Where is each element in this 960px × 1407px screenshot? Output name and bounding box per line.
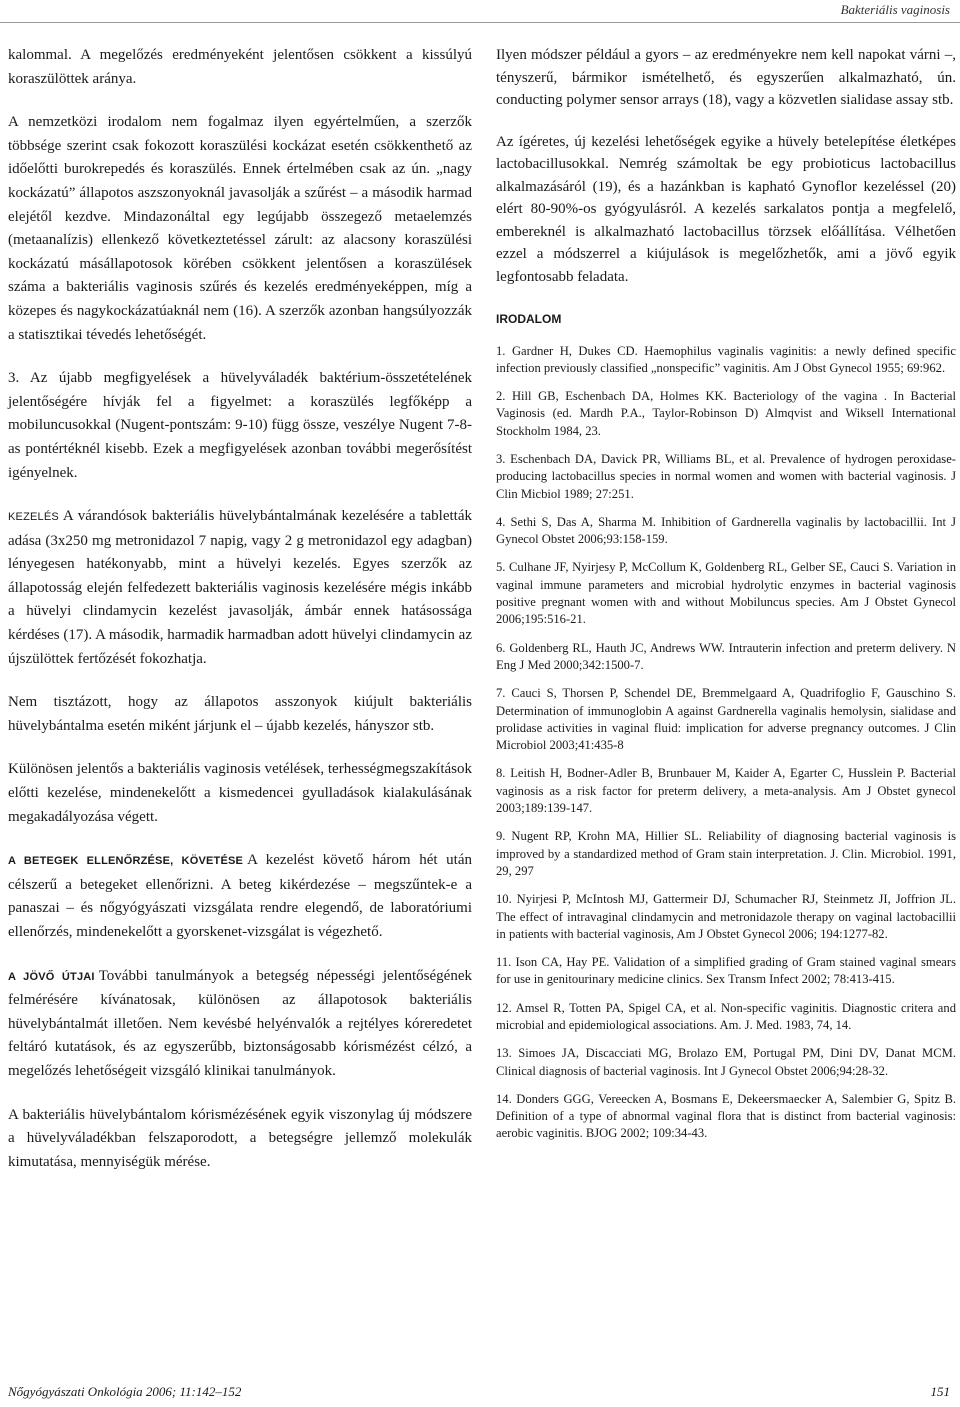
paragraph: Nem tisztázott, hogy az állapotos asszonyok kiújult bakteriális hüvelybántalma esetén miként járjunk el – újabb kezelés, hányszor stb. — [8, 694, 472, 734]
reference-item: 9. Nugent RP, Krohn MA, Hillier SL. Reliability of diagnosing bacterial vaginosis is improved by a standardized method of Gram stain interpretation. J. Clin. Microbiol. 1991, 29, 297 — [496, 829, 956, 878]
reference-item: 4. Sethi S, Das A, Sharma M. Inhibition of Gardnerella vaginalis by lactobacillii. Int J Gynecol Obstet 2006;93:158-159. — [496, 514, 956, 547]
reference-item: 2. Hill GB, Eschenbach DA, Holmes KK. Bacteriology of the vagina . In Bacterial Vaginosis (ed. Mardh P.A., Taylor-Robinson D) Almqvist and Wiksell International Stockholm 1984, 23. — [496, 389, 956, 438]
paragraph-text: A várandósok bakteriális hüvelybántalmának kezelésére a tabletták adása (3x250 mg metronidazol 7 napig, vagy 2 g metronidazol egy adagban) lényegesen hatékonyabb, mint a hüvelyi kezelés. Egyes szerzők az állapotosság elején felfedezett bakteriális vaginosis kezelésére mégis inkább a hüvelyi clindamycin kezelést javasolják, ámbár ennek hatásossága kérdéses (17). A második, harmadik harmadban adott hüvelyi clindamycin az újszülöttek fertőzését fokozhatja. — [8, 508, 472, 667]
section-betegek-ellenorzese — [8, 849, 472, 944]
running-title: Bakteriális vaginosis — [840, 2, 950, 17]
reference-item: 14. Donders GGG, Vereecken A, Bosmans E, Dekeersmaecker A, Salembier G, Spitz B. Definition of a type of abnormal vaginal flora that is distinct from bacterial vaginosis: aerobic vaginitis. BJOG 2002; 109:34-43. — [496, 1091, 956, 1141]
references-heading: IRODALOM — [496, 312, 562, 326]
left-column — [8, 44, 472, 1194]
reference-item: 3. Eschenbach DA, Davick PR, Williams BL, et al. Prevalence of hydrogen peroxidase-producing lactobacillus species in normal women and women with bacterial vaginosis. J Clin Micbiol 1989; 27:251. — [496, 451, 956, 501]
reference-item: 10. Nyirjesi P, McIntosh MJ, Gattermeir DJ, Schumacher RJ, Steinmetz JI, Joffrion JL. The effect of intravaginal clindamycin and metronidazole therapy on vaginal lactobacillii in patients with bacterial vaginosis, Am J Obstet Gynecol 2006; 194:1277-82. — [496, 892, 956, 941]
paragraph: 3. Az újabb megfigyelések a hüvelyváladék baktérium-összetételének jelentőségére hívják fel a figyelmet: a koraszülés legfőképp a mobiluncusokkal (Nugent-pontszám: 9-10) függ össze, veszélye Nugent 7-8-as pontértéknél kisebb. Ezek a megfigyelések azonban további megerősítést igényelnek. — [8, 370, 472, 481]
header-rule — [0, 22, 960, 23]
reference-item: 12. Amsel R, Totten PA, Spigel CA, et al. Non-specific vaginitis. Diagnostic critera and microbial and epidemiological associations. Am. J. Med. 1983, 74, 14. — [496, 1000, 956, 1032]
paragraph-text: A kezelést követő három hét után célszerű a betegeket ellenőrizni. A beteg kikérdezése – megszűntek-e a panaszai – és nőgyógyászati vizsgálata rendre elegendő, de laboratóriumi ellenőrzés, mindenekelőtt a gyorskenet-vizsgálat is végezhető. — [8, 852, 473, 940]
reference-item: 13. Simoes JA, Discacciati MG, Brolazo EM, Portugal PM, Dini DV, Danat MCM. Clinical diagnosis of bacterial vaginosis. Int J Gynecol Obstet 2006;94:28-32. — [496, 1046, 956, 1078]
paragraph: A nemzetközi irodalom nem fogalmaz ilyen egyértelműen, a szerzők többsége szerint csak fokozott koraszülési kockázat esetén csökkenthető az időelőtti burokrepedés és koraszülés. Ennek értelmében csak az ún. „nagy kockázatú” állapotos aszszonyoknál javasolják a szűrést – a második harmad elejétől kezdve. Mindazonáltal egy legújabb összegező metaelemzés (metaanalízis) ellenkező következtetéssel zárult: az alacsony koraszülési kockázatú másállapotosok körében csökkent jelentősen a koraszülések száma a bakteriális vaginosis szűrés és kezelés eredményeképpen, míg a közepes és nagykockázatúaknál nem (16). A szerzők azonban hangsúlyozzák a statisztikai tévedés lehetőségét. — [8, 114, 472, 343]
paragraph: Ilyen módszer például a gyors – az eredményekre nem kell napokat várni –, tényszerű, bármikor ismételhető, és egyszerűen alkalmazható, ún. conducting polymer sensor arrays (18), vagy a közvetlen sialidase assay stb. — [496, 47, 956, 108]
reference-item: 8. Leitish H, Bodner-Adler B, Brunbauer M, Kaider A, Egarter C, Husslein P. Bacterial vaginosis as a risk factor for preterm delivery, a meta-analysis. Am J Obstet gynecol 2003;189:139-147. — [496, 766, 956, 816]
section-kezeles — [8, 505, 472, 671]
paragraph: kalommal. A megelőzés eredményeként jelentősen csökkent a kissúlyú koraszülöttek aránya. — [8, 47, 472, 87]
paragraph: A bakteriális hüvelybántalom kórismézésének egyik viszonylag új módszere a hüvelyváladékban felszaporodott, a betegségre jellemző molekulák kimutatása, mennyiségük mérése. — [8, 1106, 472, 1170]
section-jovo-utjai — [8, 965, 472, 1084]
reference-item: 11. Ison CA, Hay PE. Validation of a simplified grading of Gram stained vaginal smears for use in genitourinary medicine clinics. Sex Transm Infect 2002; 78:413-415. — [496, 955, 956, 987]
section-label: A BETEGEK ELLENŐRZÉSE, KÖVETÉSE — [8, 855, 244, 868]
reference-item: 5. Culhane JF, Nyirjesy P, McCollum K, Goldenberg RL, Gelber SE, Cauci S. Variation in vaginal immune parameters and microbial hydrolytic enzymes in bacterial vaginosis positive pregnant women with and without Mobiluncus species. Am J Obstet Gynecol 2006;195:516-21. — [496, 560, 956, 627]
page-number: 151 — [930, 1384, 950, 1399]
reference-item: 1. Gardner H, Dukes CD. Haemophilus vaginalis vaginitis: a newly defined specific infection previously classified „nonspecific” vaginitis. Am J Obst Gynecol 1955; 69:962. — [496, 343, 956, 375]
paragraph-text: További tanulmányok a betegség népességi jelentőségének felmérésére kívánatosak, különösen az állapotosok bakteriális hüvelybántalmát illetően. Nem kevésbé helyénvalók a rejtélyes kóreredetet feltáró kutatások, és az egyszerűbb, biztonságosabb kórismézést célzó, a megelőzés lehetőségeit vizsgáló klinikai tanulmányok. — [8, 967, 472, 1079]
reference-item: 7. Cauci S, Thorsen P, Schendel DE, Bremmelgaard A, Quadrifoglio F, Gauschino S. Determination of immunoglobin A against Gardnerella vaginalis hemolysin, sialidase and prolidase activities in vaginal fluid: implication for adverse pregnancy outcomes. J Clin Microbiol 2003;41:435-8 — [496, 686, 956, 753]
section-label: KEZELÉS — [8, 511, 59, 524]
reference-item: 6. Goldenberg RL, Hauth JC, Andrews WW. Intrauterin infection and preterm delivery. N Eng J Med 2000;342:1500-7. — [496, 640, 956, 672]
right-column — [496, 44, 956, 1154]
reference-list — [496, 343, 956, 1143]
section-label: A JÖVŐ ÚTJAI — [8, 970, 95, 983]
journal-citation: Nőgyógyászati Onkológia 2006; 11:142–152 — [8, 1384, 242, 1399]
paragraph: Különösen jelentős a bakteriális vaginosis vetélések, terhességmegszakítások előtti kezelése, mindenekelőtt a kismedencei gyulladások kialakulásának megakadályozása végett. — [8, 761, 472, 825]
paragraph: Az ígéretes, új kezelési lehetőségek egyike a hüvely betelepítése életképes lactobacillusokkal. Nemrég számoltak be egy probioticus lactobacillus alkalmazásáról (19), és a hazánkban is kapható Gynoflor kezeléssel (20) elért 80-90%-os gyógyulásról. A kezelés sarkalatos pontja a megfelelő, embereknél is alkalmazható lactobacillus törzsek előállítása. Vélhetően ezzel a módszerrel a kiújulások is megelőzhetők, ami a jövő egyik legfontosabb feladata. — [496, 133, 956, 285]
